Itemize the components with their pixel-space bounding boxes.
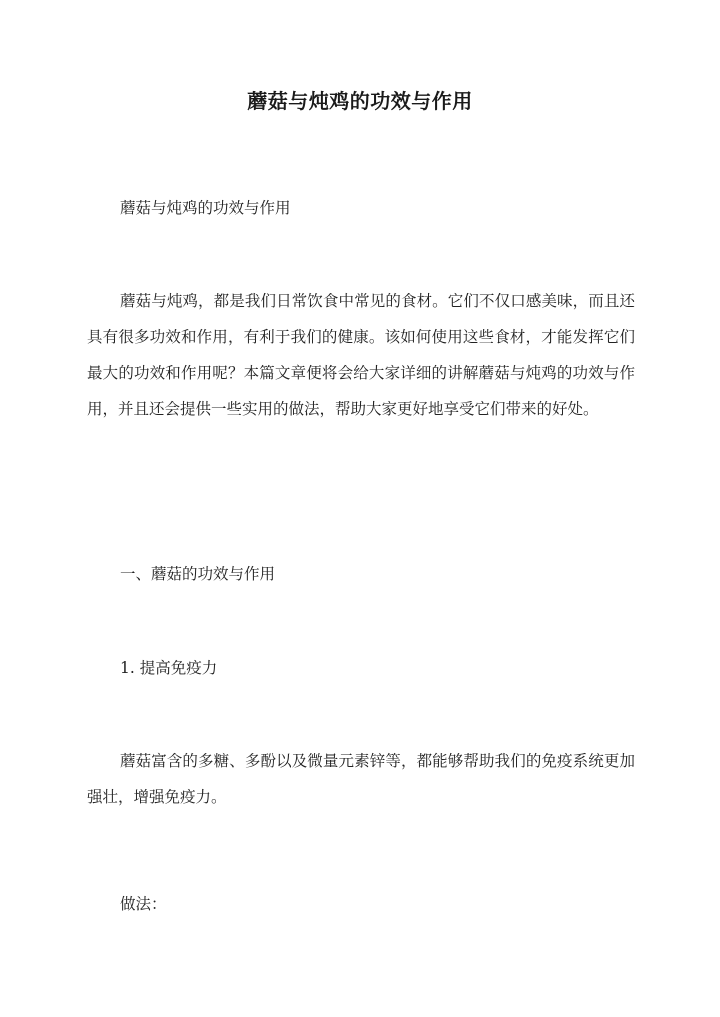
item-heading-immunity: 1. 提高免疫力 <box>120 659 218 677</box>
item-body-immunity: 蘑菇富含的多糖、多酚以及微量元素锌等，都能够帮助我们的免疫系统更加强壮，增强免疫力。 <box>87 752 635 806</box>
intro-paragraph: 蘑菇与炖鸡，都是我们日常饮食中常见的食材。它们不仅口感美味，而且还具有很多功效和作用，有利于我们的健康。该如何使用这些食材，才能发挥它们最大的功效和作用呢？本篇文章便将会给大家详细的讲解蘑菇与炖鸡的功效与作用，并且还会提供一些实用的做法，帮助大家更好地享受它们带来的好处。 <box>87 292 635 418</box>
document-title: 蘑菇与炖鸡的功效与作用 <box>247 89 473 113</box>
subtitle-paragraph: 蘑菇与炖鸡的功效与作用 <box>120 199 291 217</box>
method-label: 做法： <box>120 895 167 913</box>
section-heading-mushroom: 一、蘑菇的功效与作用 <box>120 565 276 583</box>
